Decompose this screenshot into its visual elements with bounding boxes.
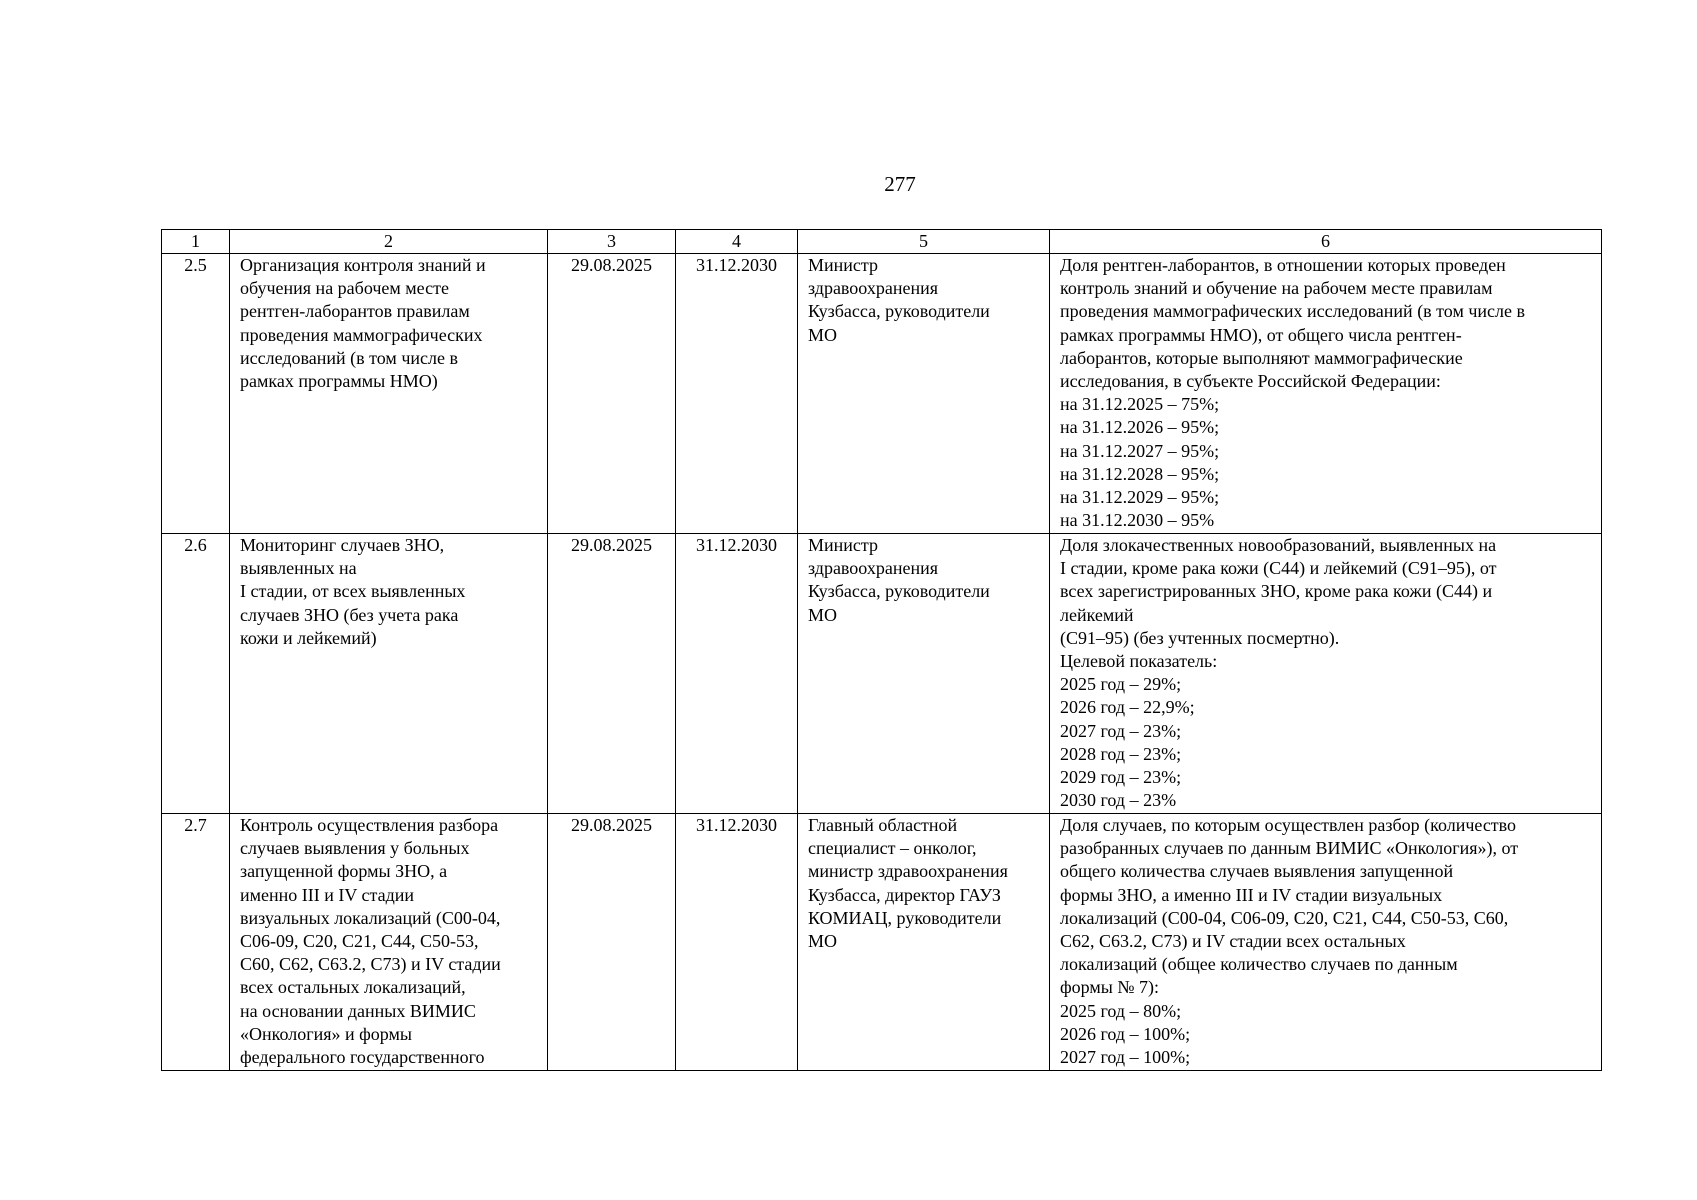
event-line: всех остальных локализаций, <box>240 977 466 998</box>
responsible-line: здравоохранения <box>808 558 939 579</box>
result-line: 2027 год – 23%; <box>1060 720 1182 741</box>
result-line: Доля случаев, по которым осуществлен разбор (количество <box>1060 815 1517 835</box>
result-line: Целевой показатель: <box>1060 651 1218 672</box>
result-line: лейкемий <box>1060 604 1134 625</box>
end-date: 31.12.2030 <box>676 534 798 814</box>
row-number: 2.7 <box>162 814 230 1071</box>
result-cell <box>1050 814 1602 1071</box>
result-line: на 31.12.2027 – 95%; <box>1060 440 1220 461</box>
responsible-cell <box>798 254 1050 534</box>
responsible-cell <box>798 814 1050 1071</box>
responsible-cell <box>798 534 1050 814</box>
table-row <box>162 254 1602 534</box>
result-line: лаборантов, которые выполняют маммографические <box>1060 347 1463 368</box>
event-line: рамках программы НМО) <box>240 371 438 392</box>
event-line: кожи и лейкемий) <box>240 627 377 648</box>
event-line: Контроль осуществления разбора <box>240 815 499 835</box>
result-line: исследования, в субъекте Российской Федерации: <box>1060 371 1441 392</box>
start-date: 29.08.2025 <box>548 814 676 1071</box>
column-header-1: 1 <box>162 230 230 254</box>
responsible-line: министр здравоохранения <box>808 861 1008 882</box>
table-row <box>162 814 1602 1071</box>
result-line: 2026 год – 22,9%; <box>1060 697 1195 718</box>
result-cell <box>1050 534 1602 814</box>
responsible-line: КОМИАЦ, руководители <box>808 907 1002 928</box>
column-header-2: 2 <box>230 230 548 254</box>
result-line: (С91–95) (без учтенных посмертно). <box>1060 627 1340 648</box>
result-line: на 31.12.2029 – 95%; <box>1060 487 1220 508</box>
result-line: на 31.12.2030 – 95% <box>1060 510 1215 531</box>
column-number-row <box>162 230 1602 254</box>
column-header-4: 4 <box>676 230 798 254</box>
table-row <box>162 534 1602 814</box>
column-header-3: 3 <box>548 230 676 254</box>
result-line: формы № 7): <box>1060 977 1160 998</box>
responsible-line: МО <box>808 931 838 952</box>
responsible-line: Министр <box>808 255 878 275</box>
event-line: С06-09, С20, С21, С44, С50-53, <box>240 931 479 952</box>
responsible-line: МО <box>808 604 838 625</box>
row-number: 2.5 <box>162 254 230 534</box>
start-date: 29.08.2025 <box>548 254 676 534</box>
column-header-6: 6 <box>1050 230 1602 254</box>
event-line: визуальных локализаций (С00-04, <box>240 907 501 928</box>
result-line: проведения маммографических исследований (в том числе в <box>1060 301 1526 322</box>
responsible-line: Кузбасса, директор ГАУЗ <box>808 884 1001 905</box>
responsible-line: Главный областной <box>808 815 958 835</box>
result-line: 2025 год – 80%; <box>1060 1000 1182 1021</box>
page-number: 277 <box>884 172 916 196</box>
event-line: «Онкология» и формы <box>240 1023 413 1044</box>
result-line: 2027 год – 100%; <box>1060 1047 1191 1068</box>
event-line: случаев ЗНО (без учета рака <box>240 604 459 625</box>
event-line: проведения маммографических <box>240 324 483 345</box>
responsible-line: Кузбасса, руководители <box>808 301 990 322</box>
result-cell <box>1050 254 1602 534</box>
result-line: 2029 год – 23%; <box>1060 767 1182 788</box>
responsible-line: специалист – онколог, <box>808 838 977 859</box>
event-line: федерального государственного <box>240 1047 485 1068</box>
result-line: на 31.12.2026 – 95%; <box>1060 417 1220 438</box>
result-line: разобранных случаев по данным ВИМИС «Онкология»), от <box>1060 838 1519 859</box>
event-line: I стадии, от всех выявленных <box>240 581 466 602</box>
result-line: всех зарегистрированных ЗНО, кроме рака кожи (С44) и <box>1060 581 1493 602</box>
result-line: I стадии, кроме рака кожи (С44) и лейкемий (С91–95), от <box>1060 558 1497 579</box>
event-cell <box>230 254 548 534</box>
result-line: 2026 год – 100%; <box>1060 1023 1191 1044</box>
event-line: на основании данных ВИМИС <box>240 1000 476 1021</box>
responsible-line: Кузбасса, руководители <box>808 581 990 602</box>
result-line: С62, С63.2, С73) и IV стадии всех остальных <box>1060 931 1406 952</box>
result-line: 2025 год – 29%; <box>1060 674 1182 695</box>
result-line: 2028 год – 23%; <box>1060 743 1182 764</box>
event-line: запущенной формы ЗНО, а <box>240 861 448 882</box>
result-line: рамках программы НМО), от общего числа рентген- <box>1060 324 1462 345</box>
start-date: 29.08.2025 <box>548 534 676 814</box>
event-line: рентген-лаборантов правилам <box>240 301 470 322</box>
result-line: общего количества случаев выявления запущенной <box>1060 861 1454 882</box>
event-line: исследований (в том числе в <box>240 347 458 368</box>
event-cell <box>230 534 548 814</box>
responsible-line: МО <box>808 324 838 345</box>
event-line: Мониторинг случаев ЗНО, <box>240 535 445 555</box>
result-line: локализаций (С00-04, С06-09, С20, С21, С44, С50-53, С60, <box>1060 907 1509 928</box>
responsible-line: Министр <box>808 535 878 555</box>
result-line: Доля злокачественных новообразований, выявленных на <box>1060 535 1497 555</box>
result-line: на 31.12.2028 – 95%; <box>1060 463 1220 484</box>
plan-table <box>161 229 1602 1071</box>
event-cell <box>230 814 548 1071</box>
result-line: 2030 год – 23% <box>1060 790 1177 811</box>
responsible-line: здравоохранения <box>808 278 939 299</box>
result-line: локализаций (общее количество случаев по данным <box>1060 954 1458 975</box>
event-line: Организация контроля знаний и <box>240 255 486 275</box>
end-date: 31.12.2030 <box>676 254 798 534</box>
result-line: контроль знаний и обучение на рабочем месте правилам <box>1060 278 1493 299</box>
event-line: именно III и IV стадии <box>240 884 415 905</box>
column-header-5: 5 <box>798 230 1050 254</box>
end-date: 31.12.2030 <box>676 814 798 1071</box>
result-line: Доля рентген-лаборантов, в отношении которых проведен <box>1060 255 1506 275</box>
event-line: С60, С62, С63.2, С73) и IV стадии <box>240 954 501 975</box>
result-line: формы ЗНО, а именно III и IV стадии визуальных <box>1060 884 1443 905</box>
event-line: случаев выявления у больных <box>240 838 470 859</box>
result-line: на 31.12.2025 – 75%; <box>1060 394 1220 415</box>
row-number: 2.6 <box>162 534 230 814</box>
event-line: выявленных на <box>240 558 357 579</box>
event-line: обучения на рабочем месте <box>240 278 449 299</box>
